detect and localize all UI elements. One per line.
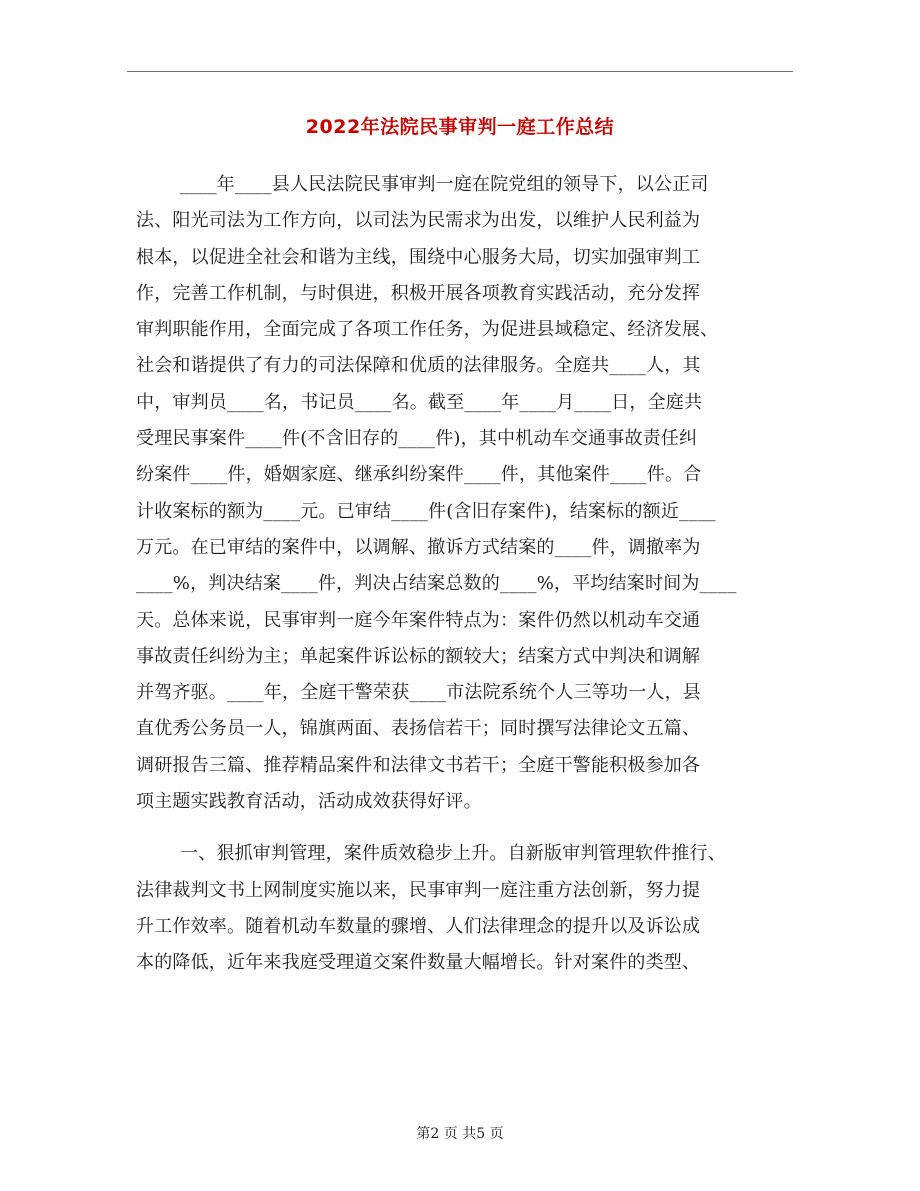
text-line: 法、阳光司法为工作方向，以司法为民需求为出发，以维护人民利益为 bbox=[136, 210, 701, 232]
paragraph bbox=[136, 167, 796, 820]
text-line: ____年____县人民法院民事审判一庭在院党组的领导下，以公正司 bbox=[180, 174, 709, 195]
text-line: 升工作效率。随着机动车数量的骤增、人们法律理念的提升以及诉讼成 bbox=[136, 915, 701, 937]
text-line: 根本，以促进全社会和谐为主线，围绕中心服务大局，切实加强审判工 bbox=[136, 246, 701, 268]
text-line: 一、狠抓审判管理，案件质效稳步上升。自新版审判管理软件推行、 bbox=[180, 843, 726, 865]
text-line: 并驾齐驱。____年，全庭干警荣获____市法院系统个人三等功一人，县 bbox=[136, 682, 701, 704]
text-line: 中，审判员____名，书记员____名。截至____年____月____日，全庭共 bbox=[136, 391, 703, 413]
text-line: ____%，判决结案____件，判决占结案总数的____%，平均结案时间为____ bbox=[136, 573, 737, 595]
text-line: 计收案标的额为____元。已审结____件(含旧存案件)，结案标的额近____ bbox=[136, 500, 716, 522]
paragraph-gap bbox=[136, 820, 796, 836]
text-line: 事故责任纠纷为主；单起案件诉讼标的额较大；结案方式中判决和调解 bbox=[136, 645, 701, 667]
text-line: 法律裁判文书上网制度实施以来，民事审判一庭注重方法创新，努力提 bbox=[136, 879, 701, 901]
page-number: 第2 页 共5 页 bbox=[416, 1126, 504, 1142]
text-line: 本的降低，近年来我庭受理道交案件数量大幅增长。针对案件的类型、 bbox=[136, 952, 701, 974]
header-rule bbox=[127, 71, 793, 72]
text-line: 调研报告三篇、推荐精品案件和法律文书若干；全庭干警能积极参加各 bbox=[136, 754, 701, 776]
text-line: 作，完善工作机制，与时俱进，积极开展各项教育实践活动，充分发挥 bbox=[136, 282, 701, 304]
text-line: 直优秀公务员一人，锦旗两面、表扬信若干；同时撰写法律论文五篇、 bbox=[136, 718, 701, 740]
paragraph bbox=[136, 836, 796, 981]
text-line: 社会和谐提供了有力的司法保障和优质的法律服务。全庭共____人，其 bbox=[136, 355, 701, 377]
text-line: 受理民事案件____件(不含旧存的____件)，其中机动车交通事故责任纠 bbox=[136, 428, 698, 450]
text-line: 天。总体来说，民事审判一庭今年案件特点为：案件仍然以机动车交通 bbox=[136, 609, 701, 631]
document-body bbox=[136, 167, 796, 982]
text-line: 项主题实践教育活动，活动成效获得好评。 bbox=[136, 791, 482, 813]
text-line: 纷案件____件，婚姻家庭、继承纠纷案件____件，其他案件____件。合 bbox=[136, 464, 702, 486]
text-line: 万元。在已审结的案件中，以调解、撤诉方式结案的____件，调撤率为 bbox=[136, 536, 701, 558]
text-line: 审判职能作用，全面完成了各项工作任务，为促进县域稳定、经济发展、 bbox=[136, 319, 719, 341]
document-title: 2022年法院民事审判一庭工作总结 bbox=[305, 116, 615, 138]
